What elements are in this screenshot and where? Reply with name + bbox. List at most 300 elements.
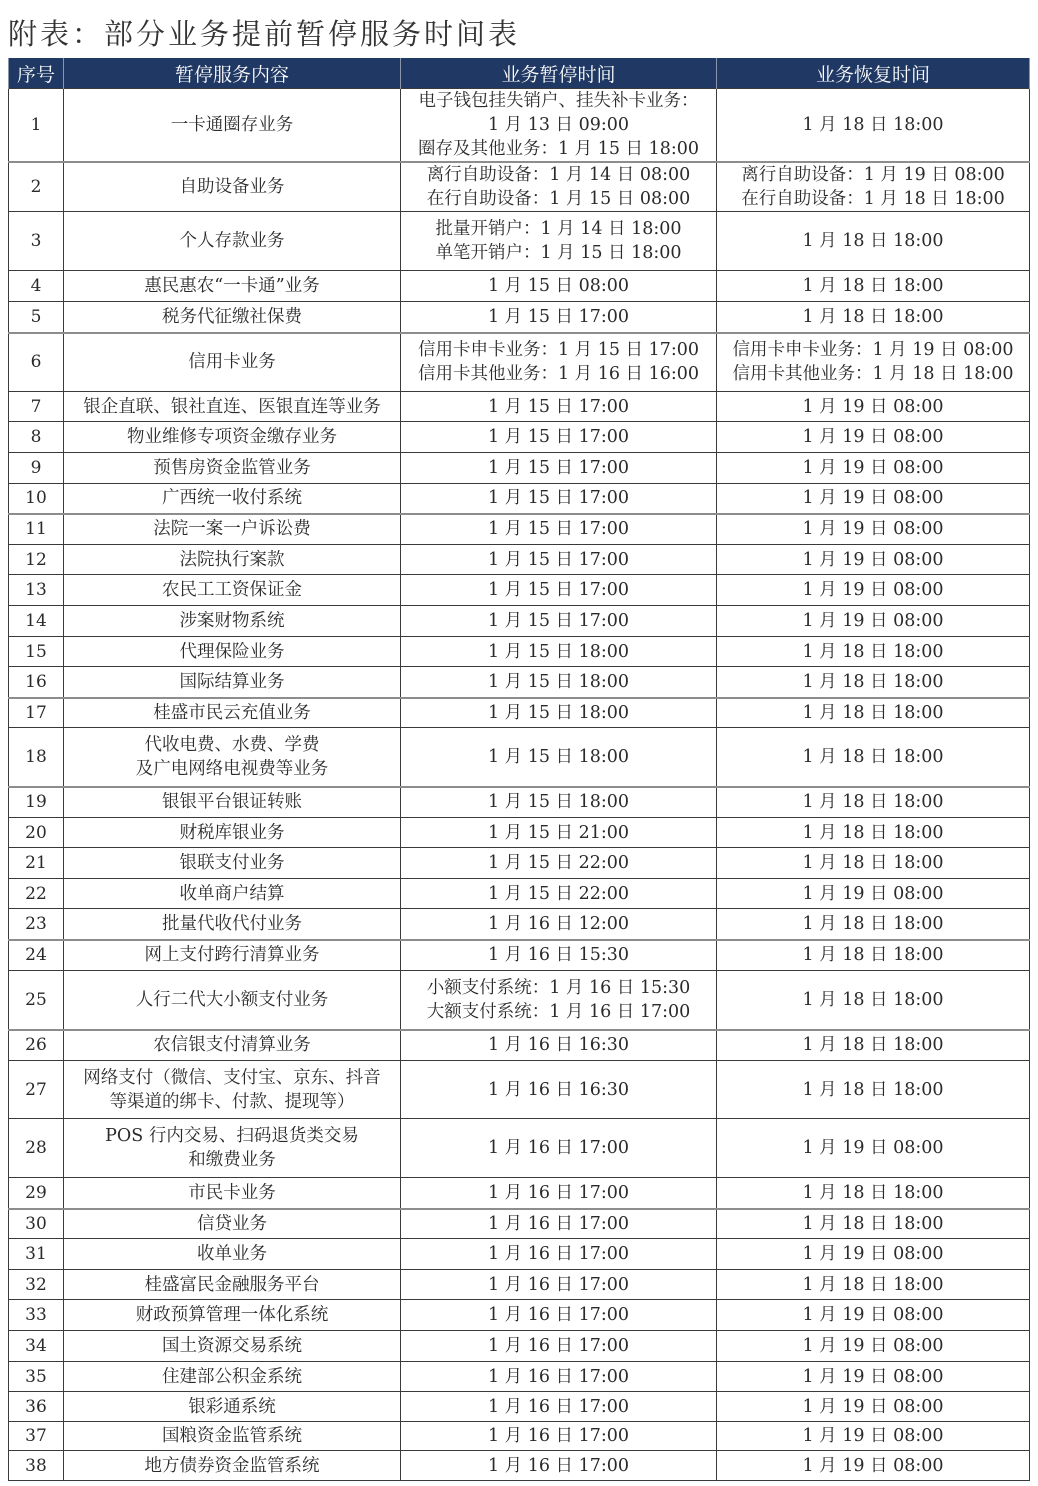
cell-pause-time-line: 1 月 15 日 17:00 bbox=[487, 519, 630, 540]
cell-pause-time-line: 1 月 16 日 17:00 bbox=[487, 1244, 630, 1264]
cell-service-line: 一卡通圈存业务 bbox=[170, 115, 294, 135]
cell-service-line: 网络支付（微信、支付宝、京东、抖音 bbox=[83, 1067, 381, 1088]
cell-service-line: 法院一案一户诉讼费 bbox=[153, 519, 311, 540]
cell-index: 37 bbox=[9, 1422, 64, 1451]
cell-service-line: 国粮资金监管系统 bbox=[162, 1426, 302, 1446]
cell-resume-time-line: 1 月 18 日 18:00 bbox=[802, 702, 944, 723]
cell-index: 11 bbox=[9, 514, 64, 545]
cell-resume-time bbox=[717, 162, 1030, 212]
cell-pause-time bbox=[401, 422, 717, 453]
cell-service bbox=[64, 1209, 401, 1239]
cell-pause-time bbox=[401, 637, 717, 667]
cell-resume-time bbox=[717, 1331, 1030, 1362]
cell-pause-time bbox=[401, 1239, 717, 1270]
cell-pause-time-line: 1 月 15 日 17:00 bbox=[487, 488, 630, 509]
cell-pause-time bbox=[401, 1061, 717, 1119]
table-row bbox=[9, 1030, 1030, 1061]
cell-service bbox=[64, 1422, 401, 1451]
cell-service bbox=[64, 333, 401, 392]
cell-resume-time bbox=[717, 302, 1030, 333]
cell-index: 31 bbox=[9, 1239, 64, 1270]
cell-resume-time-line: 1 月 18 日 18:00 bbox=[802, 792, 944, 813]
cell-resume-time-line: 1 月 18 日 18:00 bbox=[802, 853, 944, 873]
cell-service bbox=[64, 162, 401, 212]
cell-pause-time bbox=[401, 1362, 717, 1392]
table-row bbox=[9, 698, 1030, 728]
cell-resume-time bbox=[717, 667, 1030, 698]
cell-service-line: 收单业务 bbox=[197, 1244, 267, 1264]
table-row bbox=[9, 787, 1030, 818]
cell-pause-time bbox=[401, 545, 717, 575]
cell-pause-time bbox=[401, 1331, 717, 1362]
cell-index: 25 bbox=[9, 971, 64, 1030]
cell-pause-time-line: 1 月 16 日 17:00 bbox=[487, 1138, 630, 1158]
cell-resume-time bbox=[717, 514, 1030, 545]
table-row bbox=[9, 728, 1030, 787]
cell-resume-time bbox=[717, 940, 1030, 971]
cell-pause-time bbox=[401, 1300, 717, 1331]
cell-service bbox=[64, 728, 401, 787]
cell-index: 21 bbox=[9, 848, 64, 879]
column-header-resume-time: 业务恢复时间 bbox=[717, 58, 1030, 89]
cell-pause-time bbox=[401, 1178, 717, 1209]
cell-pause-time-line: 批量开销户：1 月 14 日 18:00 bbox=[435, 219, 682, 239]
cell-resume-time bbox=[717, 453, 1030, 484]
cell-service bbox=[64, 1239, 401, 1270]
cell-service bbox=[64, 1119, 401, 1178]
cell-resume-time bbox=[717, 212, 1030, 271]
cell-service-line: 银银平台银证转账 bbox=[162, 792, 302, 813]
cell-pause-time-line: 1 月 16 日 17:00 bbox=[487, 1426, 630, 1446]
cell-resume-time-line: 1 月 19 日 08:00 bbox=[802, 519, 944, 540]
cell-index: 24 bbox=[9, 940, 64, 971]
cell-resume-time bbox=[717, 1300, 1030, 1331]
cell-index: 14 bbox=[9, 606, 64, 637]
cell-pause-time bbox=[401, 879, 717, 909]
cell-resume-time bbox=[717, 728, 1030, 787]
table-row bbox=[9, 271, 1030, 302]
table-row bbox=[9, 392, 1030, 422]
table-row bbox=[9, 1178, 1030, 1209]
cell-service bbox=[64, 89, 401, 163]
cell-resume-time bbox=[717, 545, 1030, 575]
cell-resume-time bbox=[717, 637, 1030, 667]
cell-service bbox=[64, 1270, 401, 1300]
cell-resume-time bbox=[717, 1239, 1030, 1270]
cell-pause-time-line: 1 月 15 日 17:00 bbox=[487, 458, 630, 478]
column-header-service: 暂停服务内容 bbox=[64, 58, 401, 89]
column-header-pause-time: 业务暂停时间 bbox=[401, 58, 717, 89]
cell-index: 26 bbox=[9, 1030, 64, 1061]
cell-service-line: 国土资源交易系统 bbox=[162, 1336, 302, 1356]
cell-pause-time-line: 1 月 16 日 15:30 bbox=[487, 945, 630, 966]
cell-resume-time-line: 1 月 19 日 08:00 bbox=[802, 1426, 944, 1446]
cell-service bbox=[64, 787, 401, 818]
cell-resume-time-line: 1 月 19 日 08:00 bbox=[802, 488, 944, 509]
cell-service bbox=[64, 453, 401, 484]
cell-resume-time-line: 1 月 18 日 18:00 bbox=[802, 1182, 944, 1203]
cell-service-line: 住建部公积金系统 bbox=[162, 1366, 302, 1387]
cell-pause-time bbox=[401, 89, 717, 163]
table-row bbox=[9, 818, 1030, 848]
table-row bbox=[9, 940, 1030, 971]
cell-resume-time bbox=[717, 575, 1030, 606]
cell-pause-time-line: 1 月 15 日 18:00 bbox=[487, 746, 630, 767]
table-row bbox=[9, 1451, 1030, 1481]
cell-service-line: 农民工工资保证金 bbox=[162, 580, 302, 600]
cell-resume-time-line: 1 月 18 日 18:00 bbox=[802, 822, 944, 843]
cell-index: 35 bbox=[9, 1362, 64, 1392]
cell-pause-time bbox=[401, 1030, 717, 1061]
cell-resume-time-line: 1 月 18 日 18:00 bbox=[802, 1035, 944, 1056]
table-row bbox=[9, 606, 1030, 637]
cell-pause-time bbox=[401, 698, 717, 728]
cell-pause-time-line: 1 月 15 日 17:00 bbox=[487, 396, 630, 417]
cell-resume-time-line: 1 月 18 日 18:00 bbox=[802, 671, 944, 692]
cell-resume-time bbox=[717, 818, 1030, 848]
cell-pause-time-line: 1 月 15 日 18:00 bbox=[487, 671, 630, 692]
cell-pause-time bbox=[401, 453, 717, 484]
table-row bbox=[9, 667, 1030, 698]
cell-index: 20 bbox=[9, 818, 64, 848]
cell-index: 17 bbox=[9, 698, 64, 728]
cell-pause-time-line: 1 月 13 日 09:00 bbox=[487, 115, 630, 135]
cell-pause-time bbox=[401, 333, 717, 392]
cell-service bbox=[64, 484, 401, 514]
cell-resume-time bbox=[717, 1451, 1030, 1481]
cell-resume-time-line: 信用卡其他业务：1 月 18 日 18:00 bbox=[732, 364, 1014, 385]
cell-resume-time bbox=[717, 1061, 1030, 1119]
cell-pause-time-line: 1 月 16 日 17:00 bbox=[487, 1305, 630, 1325]
cell-service-line: 地方债券资金监管系统 bbox=[144, 1455, 320, 1476]
cell-pause-time bbox=[401, 667, 717, 698]
cell-resume-time bbox=[717, 1119, 1030, 1178]
cell-index: 16 bbox=[9, 667, 64, 698]
cell-service bbox=[64, 545, 401, 575]
cell-service bbox=[64, 422, 401, 453]
cell-service-line: 国际结算业务 bbox=[179, 671, 285, 692]
cell-index: 5 bbox=[9, 302, 64, 333]
cell-service-line: 农信银支付清算业务 bbox=[153, 1035, 311, 1056]
cell-resume-time-line: 1 月 18 日 18:00 bbox=[802, 276, 944, 296]
column-header-index: 序号 bbox=[9, 58, 64, 89]
table-row bbox=[9, 1119, 1030, 1178]
cell-pause-time bbox=[401, 514, 717, 545]
table-header-row bbox=[9, 58, 1030, 89]
cell-pause-time-line: 1 月 15 日 18:00 bbox=[487, 702, 630, 723]
cell-pause-time-line: 小额支付系统：1 月 16 日 15:30 bbox=[426, 977, 691, 998]
cell-resume-time bbox=[717, 333, 1030, 392]
cell-pause-time bbox=[401, 575, 717, 606]
cell-resume-time-line: 1 月 19 日 08:00 bbox=[802, 1455, 944, 1476]
cell-pause-time bbox=[401, 940, 717, 971]
cell-service bbox=[64, 879, 401, 909]
cell-resume-time-line: 1 月 19 日 08:00 bbox=[802, 396, 944, 417]
cell-index: 19 bbox=[9, 787, 64, 818]
cell-pause-time-line: 1 月 16 日 16:30 bbox=[487, 1035, 630, 1056]
cell-service bbox=[64, 514, 401, 545]
cell-pause-time-line: 1 月 15 日 17:00 bbox=[487, 549, 630, 570]
cell-index: 4 bbox=[9, 271, 64, 302]
cell-pause-time-line: 信用卡其他业务：1 月 16 日 16:00 bbox=[417, 364, 700, 385]
cell-service-line: 信用卡业务 bbox=[188, 352, 276, 373]
cell-service bbox=[64, 1331, 401, 1362]
cell-pause-time-line: 1 月 15 日 18:00 bbox=[487, 641, 630, 662]
cell-resume-time-line: 1 月 19 日 08:00 bbox=[802, 611, 944, 631]
cell-resume-time bbox=[717, 1362, 1030, 1392]
cell-pause-time-line: 离行自助设备：1 月 14 日 08:00 bbox=[426, 165, 691, 185]
cell-service-line: 广西统一收付系统 bbox=[162, 488, 302, 509]
table-row bbox=[9, 909, 1030, 940]
cell-service bbox=[64, 818, 401, 848]
table-row bbox=[9, 302, 1030, 333]
cell-service-line: 财政预算管理一体化系统 bbox=[135, 1305, 329, 1325]
cell-index: 8 bbox=[9, 422, 64, 453]
cell-resume-time-line: 1 月 19 日 08:00 bbox=[802, 1244, 944, 1264]
cell-pause-time-line: 1 月 15 日 22:00 bbox=[487, 883, 630, 904]
cell-resume-time-line: 1 月 18 日 18:00 bbox=[802, 231, 944, 251]
cell-resume-time-line: 1 月 18 日 18:00 bbox=[802, 945, 944, 966]
cell-resume-time-line: 1 月 18 日 18:00 bbox=[802, 306, 944, 327]
cell-service-line: 人行二代大小额支付业务 bbox=[135, 989, 329, 1010]
cell-resume-time-line: 1 月 18 日 18:00 bbox=[802, 641, 944, 662]
table-row bbox=[9, 1422, 1030, 1451]
cell-pause-time bbox=[401, 971, 717, 1030]
cell-resume-time bbox=[717, 606, 1030, 637]
cell-resume-time bbox=[717, 1209, 1030, 1239]
table-row bbox=[9, 162, 1030, 212]
cell-pause-time-line: 1 月 16 日 12:00 bbox=[487, 913, 630, 934]
cell-service bbox=[64, 302, 401, 333]
cell-service-line: 法院执行案款 bbox=[179, 549, 285, 570]
cell-pause-time bbox=[401, 212, 717, 271]
table-row bbox=[9, 1300, 1030, 1331]
cell-pause-time bbox=[401, 1209, 717, 1239]
cell-resume-time-line: 信用卡申卡业务：1 月 19 日 08:00 bbox=[732, 340, 1014, 361]
cell-index: 29 bbox=[9, 1178, 64, 1209]
cell-resume-time bbox=[717, 1392, 1030, 1422]
cell-service-line: 及广电网络电视费等业务 bbox=[135, 758, 329, 779]
cell-pause-time-line: 1 月 16 日 17:00 bbox=[487, 1366, 630, 1387]
cell-service-line: 银联支付业务 bbox=[179, 853, 285, 873]
cell-pause-time-line: 1 月 15 日 17:00 bbox=[487, 427, 630, 447]
cell-resume-time bbox=[717, 787, 1030, 818]
cell-service bbox=[64, 1061, 401, 1119]
cell-service-line: 财税库银业务 bbox=[179, 822, 285, 843]
cell-pause-time-line: 在行自助设备：1 月 15 日 08:00 bbox=[426, 189, 691, 209]
cell-resume-time bbox=[717, 1422, 1030, 1451]
cell-service-line: 预售房资金监管业务 bbox=[153, 458, 311, 478]
cell-pause-time-line: 1 月 16 日 17:00 bbox=[487, 1182, 630, 1203]
cell-index: 9 bbox=[9, 453, 64, 484]
table-row bbox=[9, 514, 1030, 545]
table-row bbox=[9, 637, 1030, 667]
cell-resume-time bbox=[717, 698, 1030, 728]
cell-pause-time-line: 1 月 16 日 17:00 bbox=[487, 1455, 630, 1476]
cell-resume-time-line: 1 月 19 日 08:00 bbox=[802, 1138, 944, 1158]
cell-resume-time-line: 在行自助设备：1 月 18 日 18:00 bbox=[741, 189, 1005, 209]
table-row bbox=[9, 1392, 1030, 1422]
cell-pause-time bbox=[401, 1119, 717, 1178]
table-row bbox=[9, 453, 1030, 484]
table-row bbox=[9, 89, 1030, 163]
cell-service-line: 批量代收代付业务 bbox=[162, 913, 302, 934]
cell-resume-time bbox=[717, 271, 1030, 302]
cell-service-line: 市民卡业务 bbox=[188, 1182, 276, 1203]
cell-pause-time bbox=[401, 271, 717, 302]
table-row bbox=[9, 1270, 1030, 1300]
table-row bbox=[9, 1239, 1030, 1270]
table-row bbox=[9, 422, 1030, 453]
cell-service bbox=[64, 212, 401, 271]
cell-resume-time bbox=[717, 1030, 1030, 1061]
cell-pause-time bbox=[401, 484, 717, 514]
cell-service bbox=[64, 698, 401, 728]
cell-service bbox=[64, 1300, 401, 1331]
cell-service bbox=[64, 667, 401, 698]
cell-pause-time-line: 圈存及其他业务：1 月 15 日 18:00 bbox=[417, 139, 700, 159]
cell-pause-time-line: 1 月 16 日 17:00 bbox=[487, 1336, 630, 1356]
cell-resume-time bbox=[717, 89, 1030, 163]
cell-resume-time-line: 1 月 18 日 18:00 bbox=[802, 913, 944, 934]
cell-service-line: 银企直联、银社直连、医银直连等业务 bbox=[83, 396, 381, 417]
cell-pause-time-line: 信用卡申卡业务：1 月 15 日 17:00 bbox=[417, 340, 700, 361]
page-title: 附表：部分业务提前暂停服务时间表 bbox=[8, 17, 521, 51]
cell-service bbox=[64, 637, 401, 667]
table-row bbox=[9, 1061, 1030, 1119]
cell-pause-time-line: 1 月 16 日 17:00 bbox=[487, 1396, 630, 1417]
cell-resume-time-line: 1 月 19 日 08:00 bbox=[802, 580, 944, 600]
cell-service-line: 收单商户结算 bbox=[179, 883, 285, 904]
cell-service bbox=[64, 971, 401, 1030]
table-body bbox=[9, 89, 1030, 1481]
cell-resume-time bbox=[717, 392, 1030, 422]
cell-pause-time-line: 1 月 16 日 16:30 bbox=[487, 1079, 630, 1100]
cell-pause-time bbox=[401, 302, 717, 333]
cell-service bbox=[64, 575, 401, 606]
cell-service bbox=[64, 1178, 401, 1209]
cell-pause-time-line: 1 月 16 日 17:00 bbox=[487, 1213, 630, 1234]
cell-resume-time bbox=[717, 484, 1030, 514]
cell-pause-time bbox=[401, 787, 717, 818]
cell-index: 28 bbox=[9, 1119, 64, 1178]
cell-resume-time-line: 离行自助设备：1 月 19 日 08:00 bbox=[741, 165, 1005, 185]
cell-pause-time bbox=[401, 848, 717, 879]
cell-resume-time-line: 1 月 19 日 08:00 bbox=[802, 1336, 944, 1356]
cell-service bbox=[64, 1392, 401, 1422]
cell-resume-time-line: 1 月 19 日 08:00 bbox=[802, 1305, 944, 1325]
cell-pause-time-line: 1 月 15 日 18:00 bbox=[487, 792, 630, 813]
cell-pause-time-line: 1 月 16 日 17:00 bbox=[487, 1274, 630, 1295]
table-row bbox=[9, 879, 1030, 909]
table-row bbox=[9, 1209, 1030, 1239]
cell-resume-time-line: 1 月 18 日 18:00 bbox=[802, 115, 944, 135]
cell-service bbox=[64, 1362, 401, 1392]
cell-resume-time bbox=[717, 879, 1030, 909]
cell-service bbox=[64, 940, 401, 971]
table-row bbox=[9, 575, 1030, 606]
cell-index: 30 bbox=[9, 1209, 64, 1239]
cell-resume-time bbox=[717, 909, 1030, 940]
table-row bbox=[9, 545, 1030, 575]
cell-index: 12 bbox=[9, 545, 64, 575]
cell-pause-time bbox=[401, 606, 717, 637]
cell-pause-time bbox=[401, 1270, 717, 1300]
cell-pause-time-line: 1 月 15 日 21:00 bbox=[487, 822, 630, 843]
table-row bbox=[9, 971, 1030, 1030]
cell-service bbox=[64, 909, 401, 940]
cell-service-line: 信贷业务 bbox=[197, 1213, 267, 1234]
cell-pause-time bbox=[401, 728, 717, 787]
table-row bbox=[9, 848, 1030, 879]
cell-pause-time bbox=[401, 1451, 717, 1481]
cell-service-line: 代收电费、水费、学费 bbox=[144, 734, 320, 755]
cell-service bbox=[64, 271, 401, 302]
cell-resume-time-line: 1 月 19 日 08:00 bbox=[802, 1366, 944, 1387]
cell-index: 13 bbox=[9, 575, 64, 606]
cell-pause-time-line: 大额支付系统：1 月 16 日 17:00 bbox=[426, 1001, 691, 1022]
cell-index: 2 bbox=[9, 162, 64, 212]
cell-resume-time-line: 1 月 18 日 18:00 bbox=[802, 1079, 944, 1100]
cell-service-line: POS 行内交易、扫码退货类交易 bbox=[105, 1126, 359, 1146]
cell-resume-time bbox=[717, 848, 1030, 879]
cell-resume-time-line: 1 月 18 日 18:00 bbox=[802, 746, 944, 767]
table-row bbox=[9, 333, 1030, 392]
cell-pause-time-line: 1 月 15 日 17:00 bbox=[487, 580, 630, 600]
cell-service-line: 桂盛市民云充值业务 bbox=[153, 702, 311, 723]
cell-service-line: 惠民惠农“一卡通”业务 bbox=[144, 276, 320, 296]
cell-pause-time-line: 1 月 15 日 17:00 bbox=[487, 611, 630, 631]
cell-service-line: 自助设备业务 bbox=[179, 177, 285, 197]
cell-pause-time-line: 1 月 15 日 22:00 bbox=[487, 853, 630, 873]
cell-resume-time-line: 1 月 19 日 08:00 bbox=[802, 1396, 944, 1417]
cell-pause-time bbox=[401, 1422, 717, 1451]
cell-resume-time-line: 1 月 18 日 18:00 bbox=[802, 989, 944, 1010]
cell-index: 33 bbox=[9, 1300, 64, 1331]
cell-index: 23 bbox=[9, 909, 64, 940]
table-row bbox=[9, 1362, 1030, 1392]
cell-resume-time-line: 1 月 19 日 08:00 bbox=[802, 427, 944, 447]
cell-resume-time-line: 1 月 19 日 08:00 bbox=[802, 549, 944, 570]
cell-pause-time-line: 1 月 15 日 17:00 bbox=[487, 306, 630, 327]
cell-resume-time-line: 1 月 18 日 18:00 bbox=[802, 1274, 944, 1295]
cell-index: 27 bbox=[9, 1061, 64, 1119]
cell-index: 34 bbox=[9, 1331, 64, 1362]
cell-index: 1 bbox=[9, 89, 64, 163]
cell-service bbox=[64, 848, 401, 879]
table-row bbox=[9, 484, 1030, 514]
cell-service-line: 税务代征缴社保费 bbox=[162, 306, 302, 327]
cell-service-line: 和缴费业务 bbox=[188, 1150, 276, 1170]
cell-index: 36 bbox=[9, 1392, 64, 1422]
cell-pause-time bbox=[401, 818, 717, 848]
cell-resume-time-line: 1 月 19 日 08:00 bbox=[802, 883, 944, 904]
table-row bbox=[9, 1331, 1030, 1362]
cell-service-line: 桂盛富民金融服务平台 bbox=[144, 1274, 320, 1295]
cell-service-line: 物业维修专项资金缴存业务 bbox=[127, 427, 337, 447]
cell-service-line: 代理保险业务 bbox=[179, 641, 285, 662]
cell-resume-time-line: 1 月 19 日 08:00 bbox=[802, 458, 944, 478]
suspension-schedule-table bbox=[8, 58, 1030, 1481]
cell-resume-time bbox=[717, 422, 1030, 453]
cell-service-line: 涉案财物系统 bbox=[179, 611, 285, 631]
cell-pause-time-line: 单笔开销户：1 月 15 日 18:00 bbox=[435, 243, 682, 263]
cell-service-line: 个人存款业务 bbox=[179, 231, 285, 251]
cell-service bbox=[64, 1030, 401, 1061]
cell-pause-time-line: 1 月 15 日 08:00 bbox=[487, 276, 630, 296]
cell-service-line: 等渠道的绑卡、付款、提现等） bbox=[109, 1091, 355, 1112]
cell-index: 22 bbox=[9, 879, 64, 909]
